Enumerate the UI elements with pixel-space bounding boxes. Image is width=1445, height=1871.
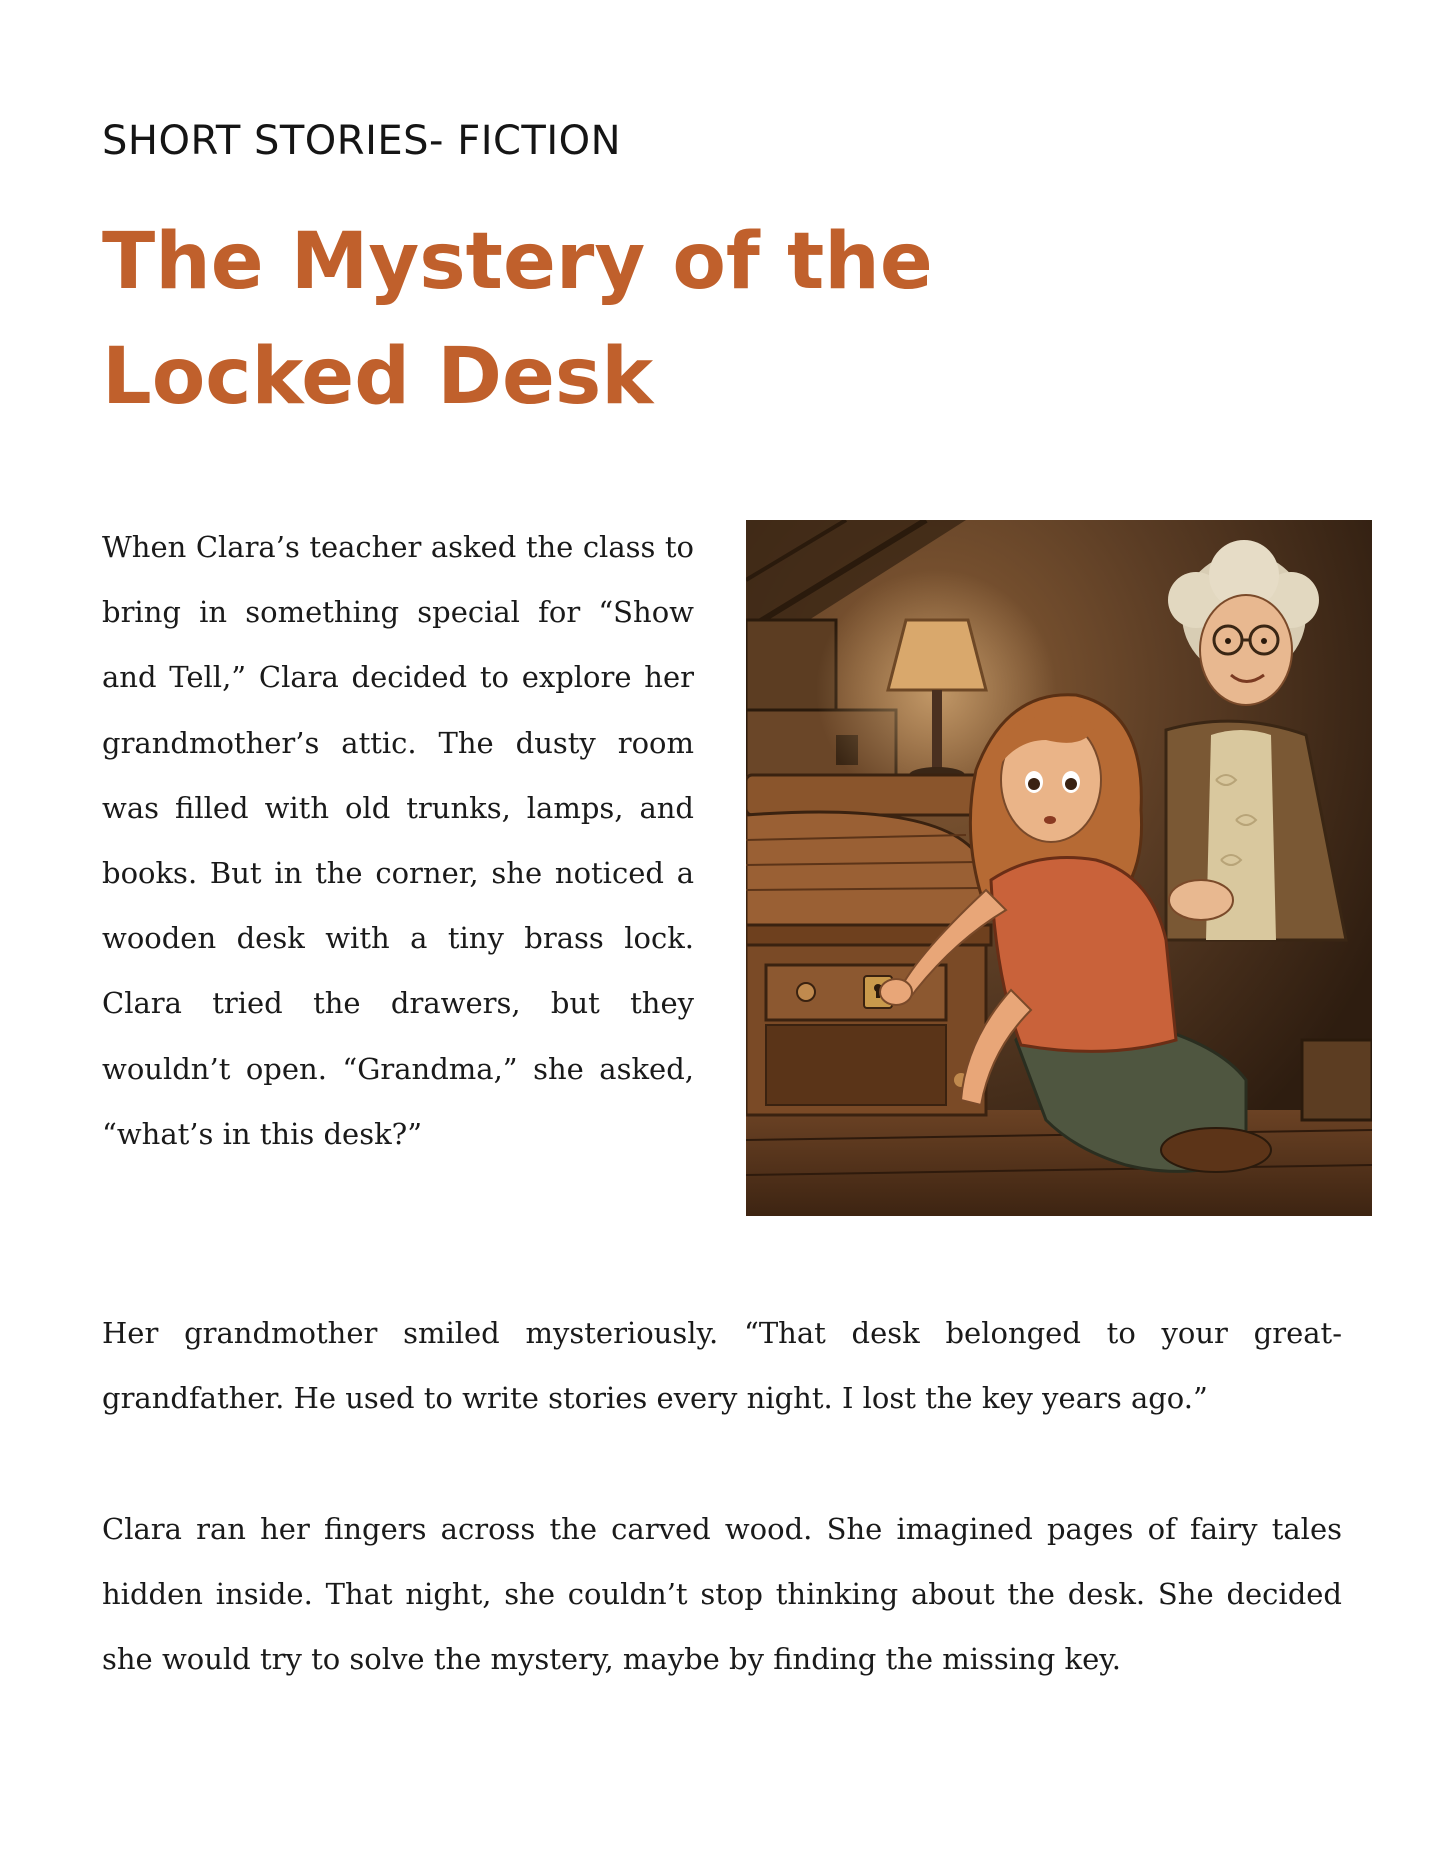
story-paragraph-2: Her grandmother smiled mysteriously. “That desk belonged to your great-grandfather. He used to write stories every night. I lost the key years ago.” xyxy=(102,1316,1342,1415)
story-illustration xyxy=(746,520,1372,1216)
story-title xyxy=(102,205,1002,435)
story-paragraph-3: Clara ran her fingers across the carved wood. She imagined pages of fairy tales hidden inside. That night, she couldn’t stop thinking about the desk. She decided she would try to solve the mystery, maybe by finding the missing key. xyxy=(102,1512,1342,1676)
story-paragraph-1: When Clara’s teacher asked the class to bring in something special for “Show and Tell,” Clara decided to explore her grandmother’s attic. The dusty room was filled with old trunks, lamps, and books. But in the corner, she noticed a wooden desk with a tiny brass lock. Clara tried the drawers, but they wouldn’t open. “Grandma,” she asked, “what’s in this desk?” xyxy=(102,530,694,1151)
title-line-2: Locked Desk xyxy=(102,332,654,422)
title-line-1: The Mystery of the xyxy=(102,217,933,307)
attic-scene-image xyxy=(746,520,1372,1216)
category-label: SHORT STORIES- FICTION xyxy=(102,118,622,164)
